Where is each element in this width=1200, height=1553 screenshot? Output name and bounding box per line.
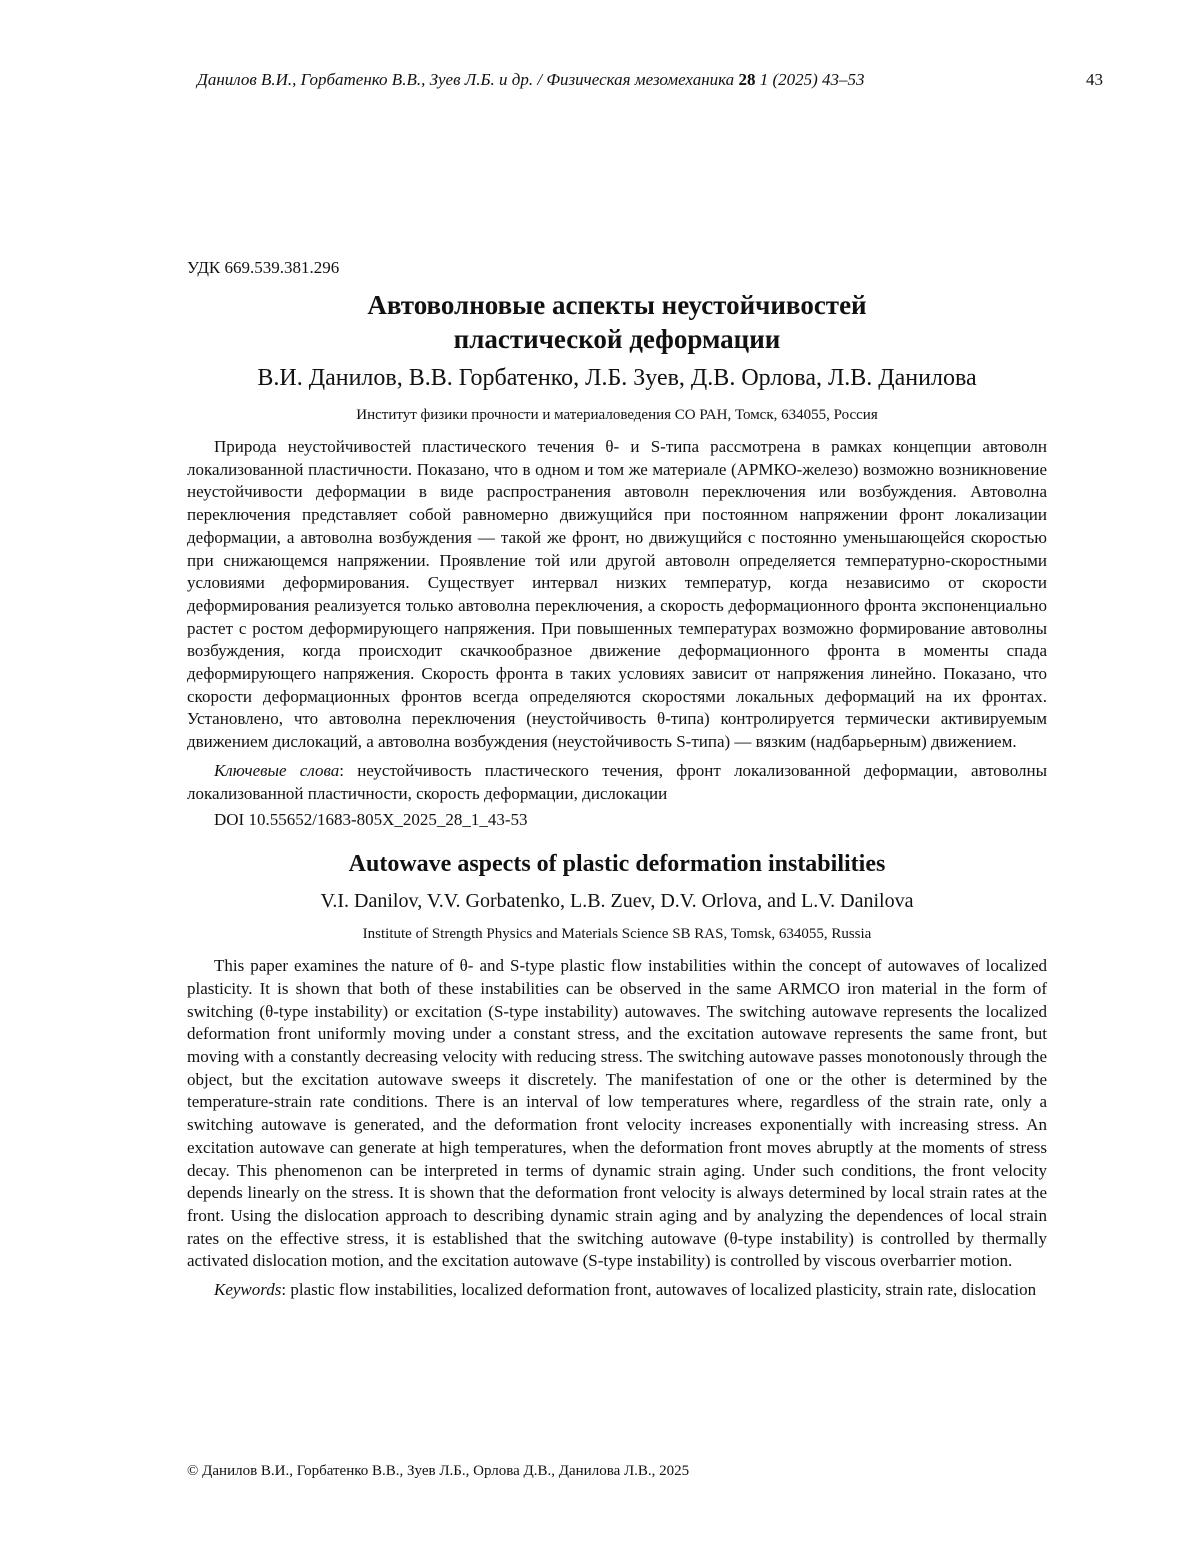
title-en: Autowave aspects of plastic deformation instabilities bbox=[348, 851, 886, 878]
udk-code: УДК 669.539.381.296 bbox=[187, 258, 340, 277]
article-front-matter bbox=[187, 258, 1047, 1302]
authors-en: V.I. Danilov, V.V. Gorbatenko, L.B. Zuev, D.V. Orlova, and L.V. Danilova bbox=[320, 890, 914, 913]
abstract-en: This paper examines the nature of θ- and S-type plastic flow instabilities within the concept of autowaves of localized plasticity. It is shown that both of these instabilities can be observed in the same ARMCO iron material in the form of switching (θ-type instability) or excitation (S-type instability) autowaves. The switching autowave represents the localized deformation front uniformly moving under a constant stress, and the excitation autowave represents the same front, but moving with a constantly decreasing velocity with reducing stress. The switching autowave passes monotonously through the object, but the excitation autowave sweeps it discretely. The manifestation of one or the other is determined by the temperature-strain rate conditions. There is an interval of low temperatures where, regardless of the strain rate, only a switching autowave is generated, and the deformation front velocity increases exponentially with increasing stress. An excitation autowave can generate at high temperatures, when the deformation front moves abruptly at the moments of stress decay. This phenomenon can be interpreted in terms of dynamic strain aging. Under such conditions, the front velocity depends linearly on the stress. It is shown that the deformation front velocity is always determined by local strain rates at the front. Using the dislocation approach to describing dynamic strain aging and by analyzing the dependences of local strain rates on the effective stress, it is established that the switching autowave (θ-type instability) is controlled by thermally activated dislocation motion, and the excitation autowave (S-type instability) is controlled by viscous overbarrier motion. bbox=[187, 956, 1047, 1271]
title-ru-line2: пластической деформации bbox=[453, 324, 781, 354]
affiliation-ru: Институт физики прочности и материаловедения СО РАН, Томск, 634055, Россия bbox=[356, 407, 878, 423]
copyright-notice: © Данилов В.И., Горбатенко В.В., Зуев Л.Б., Орлова Д.В., Данилова Л.В., 2025 bbox=[187, 1463, 690, 1479]
doi[interactable]: DOI 10.55652/1683-805X_2025_28_1_43-53 bbox=[214, 810, 528, 830]
keywords-ru bbox=[187, 760, 1047, 805]
keywords-en-text: : plastic flow instabilities, localized deformation front, autowaves of localized plasticity, strain rate, dislocation bbox=[281, 1280, 1037, 1300]
running-head-citation: Данилов В.И., Горбатенко В.В., Зуев Л.Б. и др. / Физическая мезомеханика bbox=[197, 70, 735, 89]
page-number: 43 bbox=[1086, 70, 1103, 89]
running-head-volume: 28 bbox=[738, 70, 756, 89]
keywords-ru-label: Ключевые слова bbox=[214, 760, 340, 780]
affiliation-en: Institute of Strength Physics and Materials Science SB RAS, Tomsk, 634055, Russia bbox=[362, 926, 872, 943]
title-ru-line1: Автоволновые аспекты неустойчивостей bbox=[367, 290, 867, 320]
keywords-en bbox=[187, 1279, 1047, 1302]
running-head-issue: 1 (2025) 43–53 bbox=[759, 70, 865, 89]
running-head bbox=[197, 70, 1103, 94]
keywords-en-label: Keywords bbox=[214, 1280, 282, 1300]
keywords-ru-text: : неустойчивость пластического течения, фронт локализованной деформации, автоволны локализованной пластичности, скорость деформации, дислокации bbox=[187, 760, 1047, 803]
authors-ru: В.И. Данилов, В.В. Горбатенко, Л.Б. Зуев, Д.В. Орлова, Л.В. Данилова bbox=[257, 365, 977, 391]
abstract-ru: Природа неустойчивостей пластического течения θ- и S-типа рассмотрена в рамках концепции автоволн локализованной пластичности. Показано, что в одном и том же материале (АРМКО-железо) возможно возникновение неустойчивости деформации в виде распространения автоволн переключения или возбуждения. Автоволна переключения представляет собой равномерно движущийся при постоянном напряжении фронт локализации деформации, а автоволна возбуждения — такой же фронт, но движущийся с постоянно уменьшающейся скоростью при снижающемся напряжении. Проявление той или другой автоволн определяется температурно-скоростными условиями деформирования. Существует интервал низких температур, когда независимо от скорости деформирования реализуется только автоволна переключения, а скорость деформационного фронта экспоненциально растет с ростом деформирующего напряжения. При повышенных температурах возможно формирование автоволны возбуждения, когда происходит скачкообразное движение деформационного фронта в моменты спада деформирующего напряжения. Скорость фронта в таких условиях зависит от напряжения линейно. Показано, что скорости деформационных фронтов всегда определяются скоростями локальных деформаций на их фронтах. Установлено, что автоволна переключения (неустойчивость θ-типа) контролируется термически активируемым движением дислокаций, а автоволна возбуждения (неустойчивость S-типа) — вязким (надбарьерным) движением. bbox=[187, 437, 1047, 752]
title-ru bbox=[187, 288, 1047, 356]
